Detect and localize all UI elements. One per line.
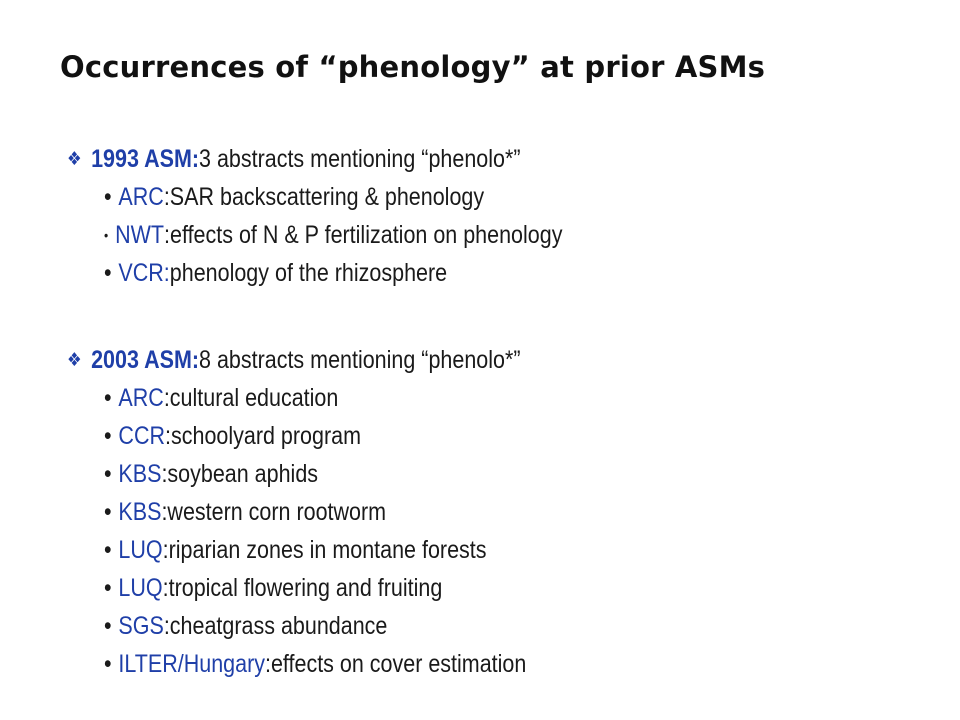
- section-summary: 3 abstracts mentioning “phenolo*”: [199, 144, 521, 173]
- site-code: LUQ: [118, 535, 163, 564]
- bullet-icon: •: [104, 535, 112, 564]
- bullet-icon: •: [104, 182, 112, 211]
- section-label: 2003 ASM:: [91, 345, 200, 374]
- list-item: [104, 645, 526, 683]
- separator: :: [161, 459, 168, 488]
- list-item: [104, 178, 562, 216]
- separator: :: [163, 182, 170, 211]
- abstract-topic: cultural education: [169, 383, 339, 412]
- site-code: ILTER/Hungary: [118, 649, 265, 678]
- list-item: [104, 455, 526, 493]
- section-heading: [67, 341, 521, 379]
- site-code: KBS: [118, 497, 162, 526]
- abstract-topic: schoolyard program: [170, 421, 361, 450]
- list-item: [104, 607, 526, 645]
- bullet-icon: •: [104, 421, 112, 450]
- section-summary: 8 abstracts mentioning “phenolo*”: [199, 345, 521, 374]
- list-item: [104, 254, 562, 292]
- abstract-topic: western corn rootworm: [167, 497, 387, 526]
- separator: :: [164, 220, 171, 249]
- separator: :: [163, 383, 170, 412]
- separator: :: [264, 649, 271, 678]
- site-code: CCR: [118, 421, 166, 450]
- list-item: [104, 379, 526, 417]
- bullet-icon: •: [104, 383, 112, 412]
- bullet-icon: •: [104, 459, 112, 488]
- bullet-icon: •: [104, 649, 112, 678]
- site-code: ARC: [118, 383, 164, 412]
- site-code: NWT: [115, 220, 165, 249]
- abstract-topic: soybean aphids: [167, 459, 319, 488]
- abstract-topic: effects on cover estimation: [270, 649, 527, 678]
- list-item: [104, 493, 526, 531]
- list-item: [104, 531, 526, 569]
- diamond-bullet-icon: ❖: [67, 148, 82, 170]
- abstract-topic: phenology of the rhizosphere: [169, 258, 448, 287]
- separator: :: [162, 573, 169, 602]
- diamond-bullet-icon: ❖: [67, 349, 82, 371]
- abstract-list: [67, 379, 595, 683]
- abstract-topic: effects of N & P fertilization on phenology: [170, 220, 563, 249]
- bullet-icon: •: [104, 497, 112, 526]
- list-item: [104, 216, 562, 254]
- bullet-icon: •: [104, 258, 112, 287]
- list-item: [104, 417, 526, 455]
- site-code: VCR:: [118, 258, 170, 287]
- separator: :: [162, 535, 169, 564]
- slide-title: Occurrences of “phenology” at prior ASMs: [60, 50, 766, 84]
- list-item: [104, 569, 526, 607]
- site-code: SGS: [118, 611, 164, 640]
- separator: :: [161, 497, 168, 526]
- abstract-topic: riparian zones in montane forests: [168, 535, 487, 564]
- section-label: 1993 ASM:: [91, 144, 200, 173]
- bullet-icon: •: [104, 227, 109, 243]
- abstract-topic: cheatgrass abundance: [169, 611, 388, 640]
- separator: :: [163, 611, 170, 640]
- abstract-topic: SAR backscattering & phenology: [169, 182, 485, 211]
- abstract-list: [67, 178, 637, 292]
- abstract-topic: tropical flowering and fruiting: [168, 573, 443, 602]
- bullet-icon: •: [104, 611, 112, 640]
- site-code: KBS: [118, 459, 162, 488]
- section-1993-asm: [67, 140, 637, 292]
- bullet-icon: •: [104, 573, 112, 602]
- separator: :: [165, 421, 171, 450]
- section-heading: [67, 140, 557, 178]
- section-2003-asm: [67, 341, 595, 683]
- site-code: LUQ: [118, 573, 163, 602]
- site-code: ARC: [118, 182, 164, 211]
